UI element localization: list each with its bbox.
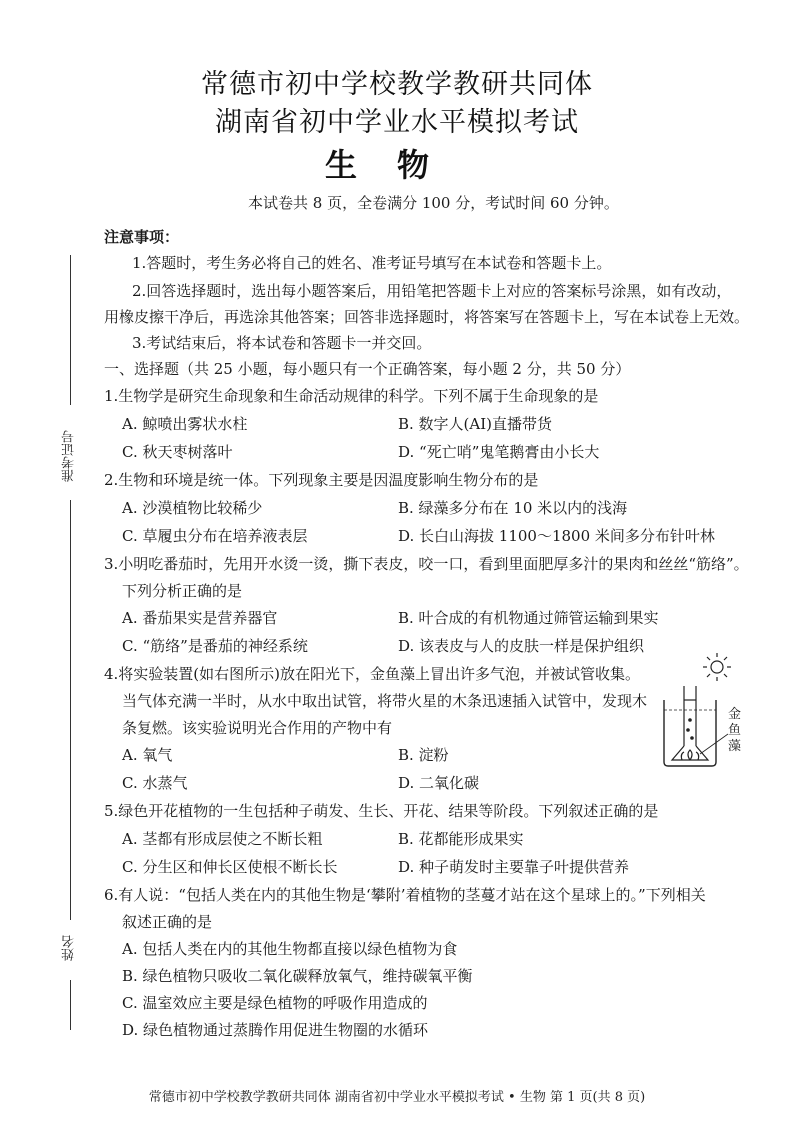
header-title-line1: 常德市初中学校教学教研共同体 — [201, 69, 593, 100]
question-stem-cont: 下列分析正确的是 — [122, 582, 243, 600]
question-stem-cont: 叙述正确的是 — [122, 913, 213, 931]
notes-title: 注意事项： — [104, 228, 180, 246]
leader-line — [700, 734, 728, 754]
notes-item-2b: 用橡皮擦干净后，再选涂其他答案；回答非选择题时，将答案写在答题卡上，写在本试卷上无效。 — [104, 308, 750, 326]
option-d: D. 二氧化碳 — [398, 774, 480, 792]
option-c: C. 秋天枣树落叶 — [122, 443, 233, 461]
exam-meta: 本试卷共 8 页，全卷满分 100 分，考试时间 60 分钟。 — [248, 194, 619, 212]
option-d: D. 种子萌发时主要靠子叶提供营养 — [398, 858, 630, 876]
option-d: D. “死亡哨”鬼笔鹅膏由小长大 — [398, 443, 600, 461]
option-b: B. 淀粉 — [398, 746, 449, 764]
option-a: A. 沙漠植物比较稀少 — [122, 499, 263, 517]
notes-item-1: 1.答题时，考生务必将自己的姓名、准考证号填写在本试卷和答题卡上。 — [132, 254, 612, 272]
option-d: D. 该表皮与人的皮肤一样是保护组织 — [398, 637, 645, 655]
binding-line — [70, 980, 71, 1030]
option-a: A. 鲸喷出雾状水柱 — [122, 415, 248, 433]
option-a: A. 茎都有形成层使之不断长粗 — [122, 830, 323, 848]
page-footer: 常德市初中学校教学教研共同体 湖南省初中学业水平模拟考试 • 生物 第 1 页(共 8 页) — [148, 1090, 646, 1105]
beaker-icon — [664, 700, 716, 766]
experiment-apparatus-figure — [660, 650, 770, 770]
header-title-line2: 湖南省初中学业水平模拟考试 — [215, 107, 579, 138]
binding-line — [70, 255, 71, 405]
question-stem: 5.绿色开花植物的一生包括种子萌发、生长、开花、结果等阶段。下列叙述正确的是 — [104, 802, 659, 820]
option-a: A. 番茄果实是营养器官 — [122, 609, 278, 627]
notes-item-3: 3.考试结束后，将本试卷和答题卡一并交回。 — [132, 334, 432, 352]
sun-icon — [703, 653, 731, 681]
option-a: A. 包括人类在内的其他生物都直接以绿色植物为食 — [122, 940, 458, 958]
option-d: D. 绿色植物通过蒸腾作用促进生物圈的水循环 — [122, 1021, 429, 1039]
option-c: C. 温室效应主要是绿色植物的呼吸作用造成的 — [122, 994, 428, 1012]
question-stem: 2.生物和环境是统一体。下列现象主要是因温度影响生物分布的是 — [104, 471, 539, 489]
option-b: B. 绿色植物只吸收二氧化碳释放氧气，维持碳氧平衡 — [122, 967, 473, 985]
option-a: A. 氧气 — [122, 746, 173, 764]
question-stem: 3.小明吃番茄时，先用开水烫一烫，撕下表皮，咬一口，看到里面肥厚多汁的果肉和丝丝“筋络”。 — [104, 555, 749, 573]
question-stem-cont: 当气体充满一半时，从水中取出试管，将带火星的木条迅速插入试管中，发现木 — [122, 692, 648, 710]
option-c: C. 草履虫分布在培养液表层 — [122, 527, 308, 545]
exam-number-label: 准考证号 — [62, 430, 77, 482]
option-b: B. 花都能形成果实 — [398, 830, 524, 848]
question-stem: 6.有人说：“包括人类在内的其他生物是‘攀附’着植物的茎蔓才站在这个星球上的。”下列相关 — [104, 886, 706, 904]
option-c: C. 分生区和伸长区使根不断长长 — [122, 858, 338, 876]
option-c: C. “筋络”是番茄的神经系统 — [122, 637, 308, 655]
subject-title: 生物 — [324, 146, 469, 184]
option-b: B. 数字人(AI)直播带货 — [398, 415, 553, 433]
test-tube-icon — [684, 686, 696, 746]
option-b: B. 叶合成的有机物通过筛管运输到果实 — [398, 609, 659, 627]
option-d: D. 长白山海拔 1100～1800 米间多分布针叶林 — [398, 527, 715, 545]
question-stem: 4.将实验装置(如右图所示)放在阳光下，金鱼藻上冒出许多气泡，并被试管收集。 — [104, 665, 641, 683]
figure-label: 金鱼藻 — [728, 707, 742, 754]
option-c: C. 水蒸气 — [122, 774, 188, 792]
option-b: B. 绿藻多分布在 10 米以内的浅海 — [398, 499, 628, 517]
binding-line — [70, 500, 71, 920]
section-title: 一、选择题（共 25 小题，每小题只有一个正确答案，每小题 2 分，共 50 分） — [104, 360, 631, 378]
question-stem: 1.生物学是研究生命现象和生命活动规律的科学。下列不属于生命现象的是 — [104, 387, 599, 405]
waterweed-icon — [681, 750, 698, 760]
notes-item-2a: 2.回答选择题时，选出每小题答案后，用铅笔把答题卡上对应的答案标号涂黑，如有改动， — [132, 282, 732, 300]
funnel-icon — [672, 746, 708, 760]
name-label: 姓名 — [62, 935, 77, 961]
question-stem-cont: 条复燃。该实验说明光合作用的产物中有 — [122, 719, 393, 737]
